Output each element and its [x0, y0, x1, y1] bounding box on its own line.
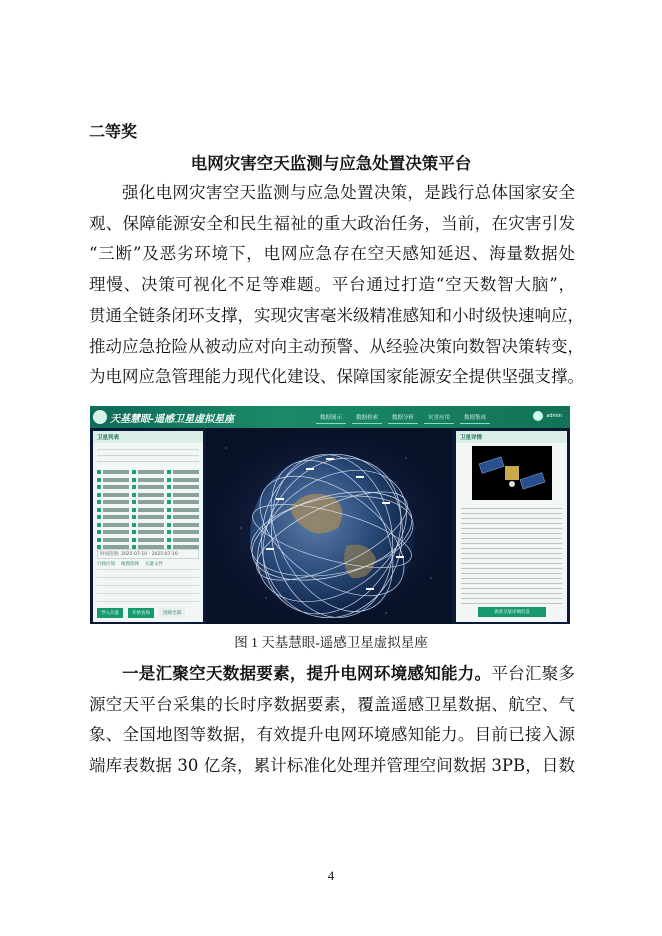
figure-right-panel-title: 卫星详情 [456, 431, 567, 443]
globe-orbits-graphic [206, 428, 452, 624]
figure-user-name: admin [546, 413, 562, 419]
figure-filter-options [97, 445, 199, 467]
figure-nav-item: 数据展示 [316, 411, 346, 424]
figure-button: 导入矢量 [97, 608, 123, 618]
figure-satellite-checklist [97, 469, 199, 547]
figure-tab: 矢量文件 [145, 562, 163, 567]
platform-screenshot-figure [90, 406, 570, 624]
figure-user [533, 411, 562, 421]
logo-icon [93, 410, 107, 424]
paragraph-line: “三断”及恶劣环境下，电网应急存在空天感知延迟、海量数据处 [89, 244, 575, 264]
project-title: 电网灾害空天监测与应急处置决策平台 [190, 154, 472, 173]
satellite-image [472, 446, 552, 500]
intro-paragraph [89, 178, 584, 393]
figure-query-form [97, 569, 199, 609]
award-level: 二等奖 [89, 122, 138, 141]
page-number: 4 [327, 868, 335, 883]
section-one-paragraph [89, 659, 575, 782]
section-lead: 一是汇聚空天数据要素，提升电网环境感知能力。 [122, 664, 492, 683]
paragraph-line: 端库表数据 30 亿条，累计标准化处理并管理空间数据 3PB，日数 [89, 756, 575, 776]
figure-app-title: 天基慧眼-遥感卫星虚拟星座 [110, 414, 235, 425]
figure-nav [316, 411, 490, 424]
figure-nav-item: 数据检索 [352, 411, 382, 424]
figure-nav-item: 数据分析 [388, 411, 418, 424]
figure-left-panel [93, 431, 203, 622]
figure-globe-view [206, 428, 452, 624]
figure-nav-item: 数据集成 [460, 411, 490, 424]
satellite-icon [472, 446, 552, 500]
figure-nav-item: 灾害应用 [424, 411, 454, 424]
figure-right-panel [456, 431, 567, 622]
figure-button-row [97, 608, 185, 618]
paragraph-line: 一是汇聚空天数据要素，提升电网环境感知能力。平台汇聚多 [122, 664, 576, 683]
figure-button: 清除全部 [159, 608, 185, 618]
paragraph-line: 强化电网灾害空天监测与应急处置决策，是践行总体国家安全 [122, 183, 575, 202]
figure-left-panel-title: 卫星列表 [93, 431, 203, 443]
paragraph-line: 为电网应急管理能力现代化建设、保障国家能源安全提供坚强支撑。 [89, 367, 584, 387]
figure-tabs [97, 561, 199, 567]
paragraph-line: 观、保障能源安全和民生福祉的重大政治任务，当前，在灾害引发 [89, 213, 575, 233]
figure-caption: 图 1 天基慧眼-遥感卫星虚拟星座 [234, 635, 428, 650]
paragraph-line: 源空天平台采集的长时序数据要素，覆盖遥感卫星数据、航空、气 [89, 694, 575, 714]
paragraph-line: 理慢、决策可视化不足等难题。平台通过打造“空天数智大脑”， [89, 275, 575, 295]
figure-tab: 地图选择 [121, 562, 139, 567]
satellite-description [461, 504, 562, 608]
figure-header-bar [90, 406, 570, 428]
figure-tab: 行政区划 [97, 562, 115, 567]
figure-right-button: 查看卫星详细信息 [478, 607, 546, 617]
avatar-icon [533, 411, 543, 421]
figure-date-range: 时间范围: 2025-07-10 - 2025-07-10 [97, 549, 199, 559]
paragraph-line: 推动应急抢险从被动应对向主动预警、从经验决策向数智决策转变， [89, 336, 584, 356]
paragraph-line: 贯通全链条闭环支撑，实现灾害毫米级精准感知和小时级快速响应， [89, 305, 584, 325]
figure-button: 开始查询 [128, 608, 154, 618]
paragraph-line: 象、全国地图等数据，有效提升电网环境感知能力。目前已接入源 [89, 725, 575, 745]
